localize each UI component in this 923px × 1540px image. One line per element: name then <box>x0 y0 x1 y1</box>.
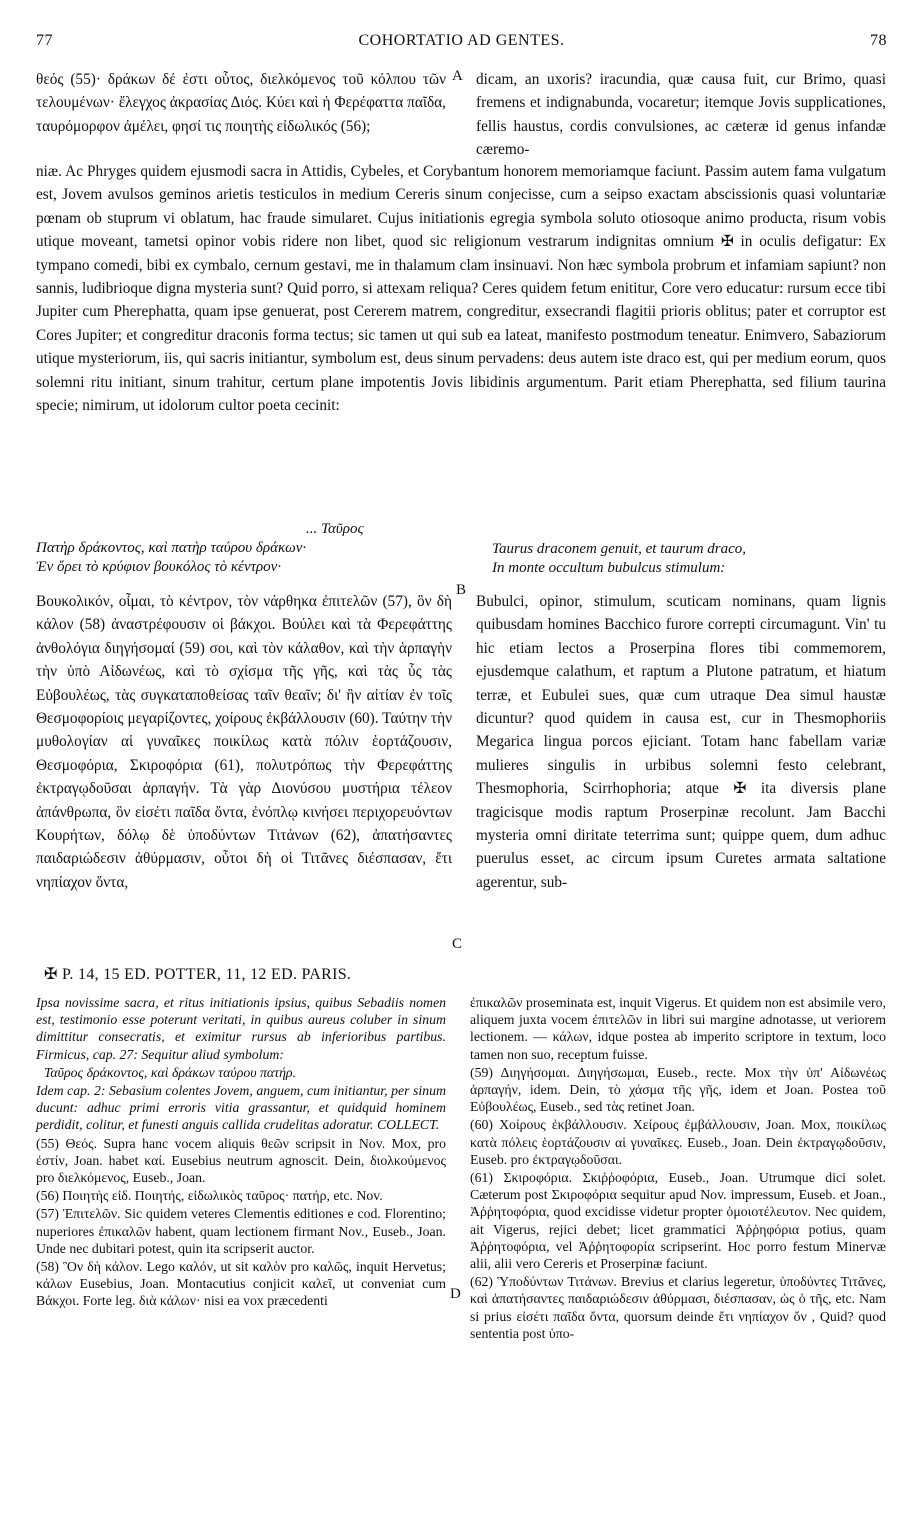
greek-verse <box>36 520 456 577</box>
greek-text-top: θεός (55)· δράκων δέ ἐστι οὗτος, διελκόμενος τοῦ κόλπου τῶν τελουμένων· ἔλεγχος ἀκρασίας Διός. Κύει καὶ ἡ Φερέφαττα παῖδα, ταυρόμορφον ἀμέλει, φησί τις ποιητὴς εἰδωλικός (56); <box>36 71 446 135</box>
page-header <box>36 32 887 54</box>
footnote: Idem cap. 2: Sebasium colentes Jovem, anguem, cum initiantur, per sinum ducunt: adhuc primi erroris vitia grassantur, et quidquid hominem perdidit, colitur, et funesti anguis callida crudelitas adoratur. COLLECT. <box>36 1083 446 1133</box>
footnote: (62) Ὑποδύντων Τιτάνων. Brevius et clarius legeretur, ὑποδύντες Τιτᾶνες, καὶ ἀπατήσαντες παιδαριώδεσιν ἀθύρμασι, διέσπασαν, ὡς ὁ τῆς, etc. Nam si prius εἰσέτι παῖδα ὄντα, quorsum deinde ἔτι νηπίαχον ὄν , Quid? quod sententia post ὑπο- <box>470 1274 886 1341</box>
margin-marker-c: C <box>452 936 463 952</box>
verse-line: In monte occultum bubulcus stimulum: <box>492 560 726 576</box>
footnote: (61) Σκιροφόρια. Σκιῤῥοφόρια, Euseb., Joan. Utrumque dici solet. Cæterum post Σκιροφόρια sequitur apud Nov. impressum, Euseb. et Joan., Ἀῤῥητοφόρια, quod excidisse videtur propter ὁμοιοτέλευτον. Nec quidem, ait Vigerus, rejici debet; licet grammatici Ἀῤῥηφόρια potius, quam Ἀῤῥητοφόρια, vel Ἀῤῥητοφορία scripserint. Hoc porro festum Minervæ alii, alii vero Cereris et Proserpinæ faciunt. <box>470 1170 886 1272</box>
latin-text-full-width: niæ. Ac Phryges quidem ejusmodi sacra in Attidis, Cybeles, et Corybantum honorem memoriamque faciunt. Passim autem fama vulgatum est, Jovem avulsos geminos arietis testiculos in medium Cereris sinum conjecisse, cum a seipso exactam abscissionis quasi voluntariæ pœnam ob stuprum vi oblatum, hac fraude simularet. Cujus initiationis egregia symbola soluto otiosoque animo producta, risum vobis utique moveant, tametsi opinor vobis ridere non libet, quod sic religionum vestrarum indignitas omnium ✠ in oculis defigatur: Ex tympano comedi, bibi ex cymbalo, cernum gestavi, me in thalamum clam insinuavi. Non hæc symbola probrum et infamiam sapiunt? non sannis, ludibrioque digna mysteria sunt? Quid porro, si attexam reliqua? Ceres quidem fetum enititur, Core vero educatur: rursum ecce tibi Jupiter cum Pherephatta, quam ipse genuerat, post Cererem matrem, congreditur, exsecrandi flagitii prioris oblitus; pater et corruptor est Cores Jupiter; et congreditur draconis forma tectus; sic tamen ut qui sub ea lateat, manifesto postmodum teneatur. Enimvero, Sabaziorum utique mysteriorum, iis, qui sacris initiantur, symbolum est, deus sinum pervadens: deus autem iste draco est, qui per medium eorum, quos solemni ritu initiant, sinum trahitur, certum plane impotentis Jovis libidinis argumentum. Parit etiam Pherephatta, sed filium taurina specie; nimirum, ut idolorum cultor poeta cecinit: <box>36 163 886 415</box>
greek-text-middle: Βουκολικόν, οἶμαι, τὸ κέντρον, τὸν νάρθηκα ἐπιτελῶν (57), ὃν δὴ κάλον (58) ἀναστρέφουσιν οἱ βάκχοι. Βούλει καὶ τὰ Φερεφάττης ἀνθολόγια διηγήσομαί (59) σοι, καὶ τὸν κάλαθον, καὶ τὴν ἁρπαγὴν τὴν ὑπὸ Αἰδωνέως, καὶ τὸ σχίσμα τῆς γῆς, καὶ τὰς ὗς τὰς Εὐβουλέως, τὰς συγκαταποθείσας ταῖν θεαῖν; δι' ἣν αἰτίαν ἐν τοῖς Θεσμοφορίοις μεγαρίζοντες, χοίρους ἐκβάλλουσιν (60). Ταύτην τὴν μυθολογίαν αἱ γυναῖκες ποικίλως κατὰ πόλιν ἑορτάζουσιν, Θεσμοφόρια, Σκιροφόρια (61), πολυτρόπως τὴν Φερεφάττης ἐκτραγῳδοῦσαι ἁρπαγήν. Τὰ γὰρ Διονύσου μυστήρια τέλεον ἀπάνθρωπα, ὃν εἰσέτι παῖδα ὄντα, ἐνόπλῳ κινήσει περιχορευόντων Κουρήτων, δόλῳ δὲ ὑποδύντων Τιτάνων (62), ἀπατήσαντες παιδαριώδεσιν ἀθύρμασιν, οὗτοι δὴ οἱ Τιτᾶνες διέσπασαν, ἔτι νηπίαχον ὄντα, <box>36 593 452 891</box>
footnotes-left <box>36 994 446 1311</box>
edition-reference: ✠ P. 14, 15 ED. POTTER, 11, 12 ED. PARIS. <box>44 966 352 983</box>
footnote: (60) Χοίρους ἐκβάλλουσιν. Χείρους ἐμβάλλουσιν, Joan. Mox, ποικίλως κατὰ πόλεις ἑορτάζουσιν αἱ γυναῖκες. Euseb., Joan. Dein ἐκτραγῳδοῦσιν, Euseb. pro ἐκτραγῳδοῦσαι. <box>470 1117 886 1167</box>
latin-verse <box>492 540 892 578</box>
footnotes-right <box>470 994 886 1343</box>
running-title: COHORTATIO AD GENTES. <box>358 32 565 49</box>
footnote: Ταῦρος δράκοντος, καὶ δράκων ταύρου πατήρ. <box>44 1064 297 1080</box>
margin-marker-a: A <box>452 68 463 84</box>
verse-line: ... Ταῦρος <box>306 521 364 537</box>
footnote: (58) Ὃν δὴ κάλον. Lego καλόν, ut sit καλὸν pro καλῶς, inquit Hervetus; κάλων Eusebius, Joan. Montacutius conjicit καλεῖ, ut conveniat cum Βάκχοι. Forte leg. διὰ κάλων· nisi ea vox præcedenti <box>36 1259 446 1309</box>
margin-marker-b: B <box>456 582 467 598</box>
footnote: (55) Θεός. Supra hanc vocem aliquis θεῶν scripsit in Nov. Mox, pro ἐστίν, Joan. habet καί. Eusebius neutrum agnoscit. Dein, διολκούμενος pro διελκόμενος, Euseb., Joan. <box>36 1135 446 1186</box>
footnote: Ipsa novissime sacra, et ritus initiationis ipsius, quibus Sebadiis nomen est, testimonio esse poterunt veritati, in quibus aureus coluber in sinum dimittitur consecratis, et eximitur rursus ab inferioribus partibus. Firmicus, cap. 27: Sequitur aliud symbolum: <box>36 995 446 1062</box>
page-number-right: 78 <box>870 32 887 49</box>
footnote: (57) Ἐπιτελῶν. Sic quidem veteres Clementis editiones e cod. Florentino; nuperiores ἐπικαλῶν habent, quam lectionem firmant Nov., Euseb., Joan. Unde nec dubitari potest, quin ita scripserit auctor. <box>36 1206 446 1256</box>
verse-line: Πατὴρ δράκοντος, καὶ πατὴρ ταύρου δράκων· <box>36 540 307 556</box>
latin-text-top: dicam, an uxoris? iracundia, quæ causa fuit, cur Brimo, quasi fremens et indignabunda, vocaretur; itemque Jovis supplicationes, fellis haustus, cordis convulsiones, ac cæteræ id genus infandæ cæremo- <box>476 71 886 159</box>
page-number-left: 77 <box>36 32 53 49</box>
footnote: ἐπικαλῶν proseminata est, inquit Vigerus. Et quidem non est absimile vero, aliquem juxta vocem ἐπιτελῶν in libri sui margine adnotasse, ut veriorem lectionem. — κάλων, idque postea ab imperito scriptore in textum, loco tamen non suo, receptum fuisse. <box>470 995 886 1062</box>
latin-text-middle: Bubulci, opinor, stimulum, scuticam nominans, quam lignis quibusdam homines Bacchico furore correpti circumagunt. Vin' tu hic etiam lectos a Proserpina flores tibi commemorem, ejusdemque calathum, et raptum a Plutone patratum, et hiatum terræ, et Eubulei sues, quæ cum utraque Dea simul haustæ dicuntur? quod quidem in causa est, cur in Thesmophoriis Megarica lingua porcos ejiciant. Totam hanc fabellam variæ mulieres singulis in urbibus solemni festo celebrant, Thesmophoria, Scirrhophoria; atque ✠ ita diversis plane tragicisque modis raptum Proserpinæ recolunt. Jam Bacchi mysteria omni diritate teterrima sunt; quippe quem, dum adhuc puerulus esset, ac circum ipsum Curetes armata saltatione agerentur, sub- <box>476 593 886 891</box>
verse-line: Ἐν ὄρει τὸ κρύφιον βουκόλος τὸ κέντρον· <box>36 559 282 575</box>
footnote: (59) Διηγήσομαι. Διηγήσωμαι, Euseb., recte. Mox τὴν ὑπ' Αἰδωνέως ἁρπαγήν, idem. Dein, τὸ χάσμα τῆς γῆς, idem et Joan. Postea τοῦ Εὐβουλέως, Euseb., sed τὰς retinet Joan. <box>470 1064 886 1115</box>
verse-line: Taurus draconem genuit, et taurum draco, <box>492 541 747 557</box>
footnote: (56) Ποιητὴς εἰδ. Ποιητής, εἰδωλικὸς ταῦρος· πατήρ, etc. Nov. <box>36 1188 383 1204</box>
margin-marker-d: D <box>450 1286 461 1302</box>
